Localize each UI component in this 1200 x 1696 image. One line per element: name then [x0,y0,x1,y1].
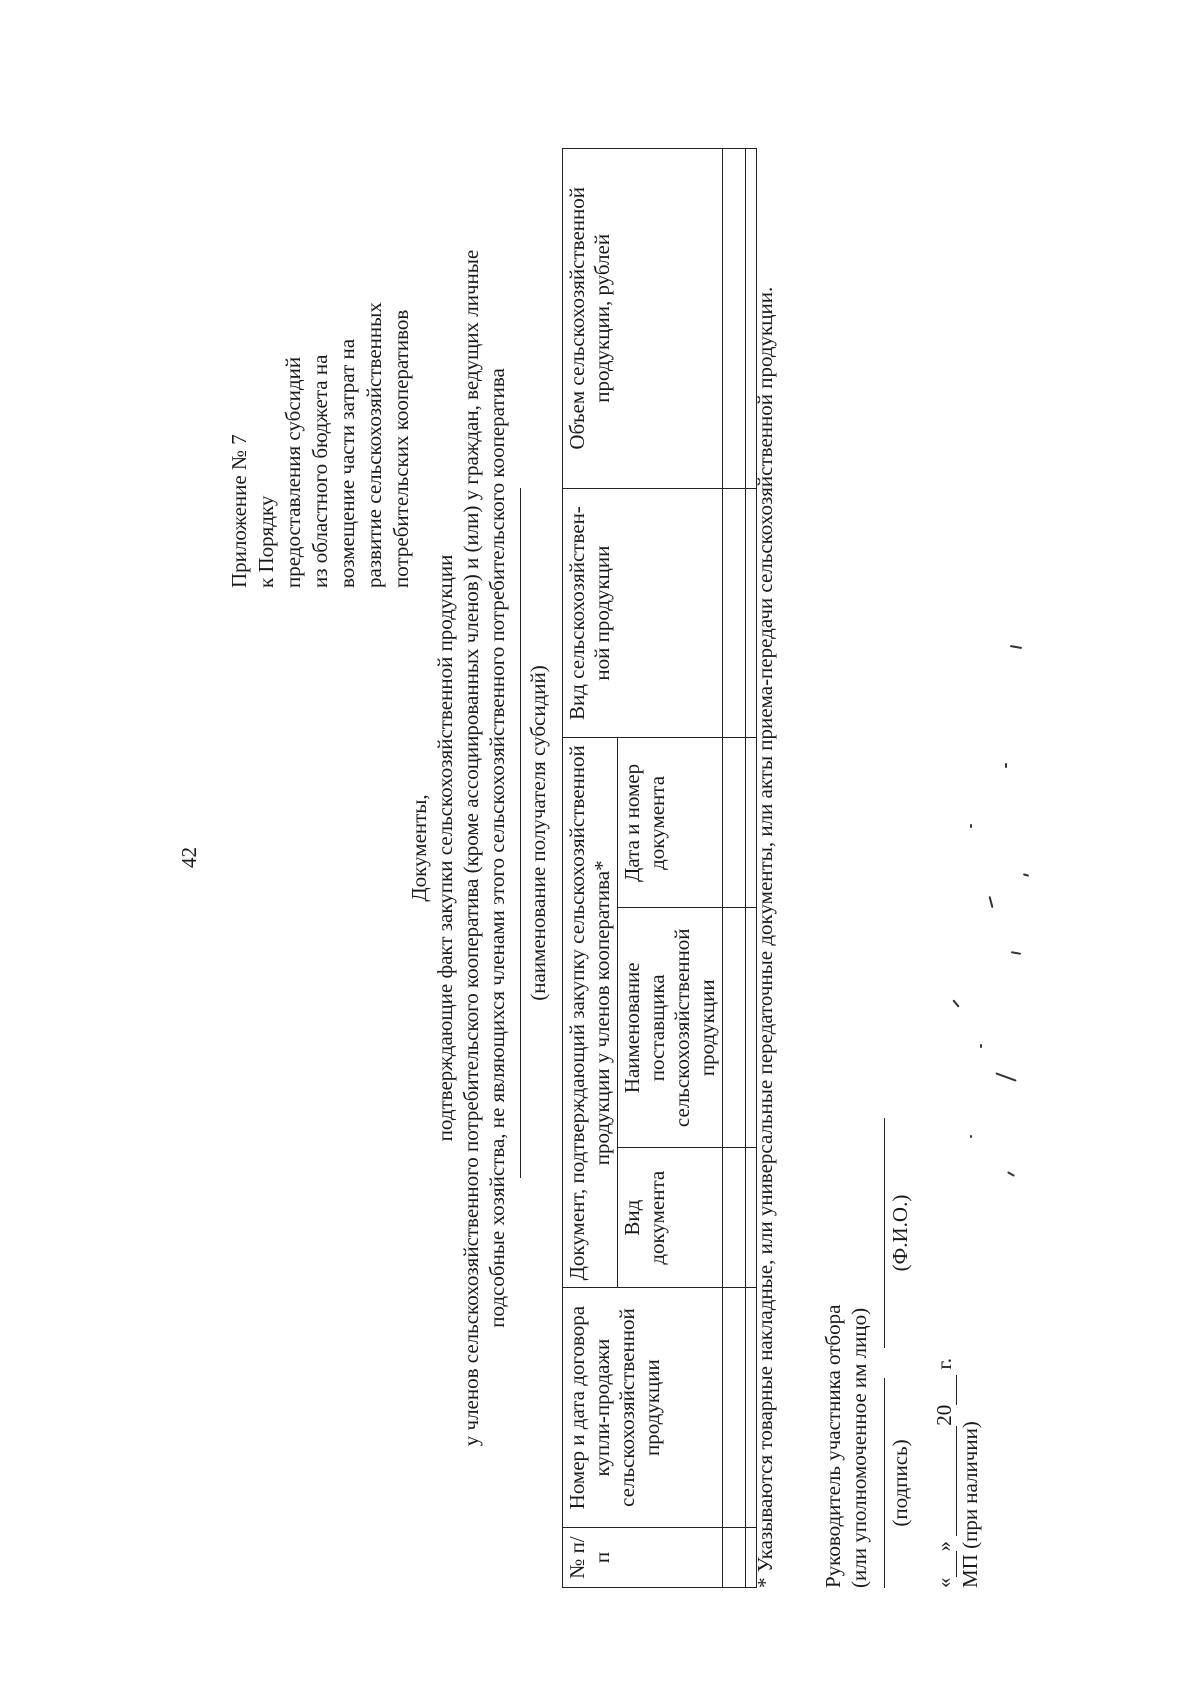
table-row [723,149,746,1588]
recipient-caption: (наименование получателя субсидий) [526,665,550,1001]
stamp-note: МП (при наличии) [958,1421,982,1588]
scan-speck [980,1044,982,1048]
appendix-line: возмещение части затрат на [335,338,359,588]
scan-speck [970,1135,972,1138]
header-doc-type: Вид документа [618,1148,723,1288]
document-title [406,88,510,1608]
recipient-underline [520,488,521,1178]
month-field[interactable] [938,1426,957,1536]
title-line: подтверждающие факт закупки сельскохозяйственной продукции [433,554,457,1142]
date-close-quote: » [932,1541,956,1552]
appendix-line: Приложение № 7 [227,434,251,588]
footnote: * Указываются товарные накладные, или универсальные передаточные документы, или акты приема-передачи сельскохозяйственной продукции. [753,286,777,1588]
scan-speck [970,824,972,828]
name-caption: (Ф.И.О.) [888,1194,912,1272]
head-title-line1: Руководитель участника отбора [821,1304,845,1588]
scan-speck [1005,763,1007,768]
header-contract: Номер и дата договора купли-продажи сельскохозяйственной продукции [563,1288,723,1528]
year-prefix: 20 [932,1404,956,1426]
header-supplier: Наименование поставщика сельскохозяйственной продукции [618,908,723,1148]
appendix-line: развитие сельскохозяйственных [362,302,386,588]
procurement-table [562,148,757,1588]
date-open-quote: « [932,1577,956,1588]
signature-caption: (подпись) [888,1439,912,1527]
date-row [931,888,957,1588]
appendix-line: предоставления субсидий [281,356,305,588]
table-cell[interactable] [723,1148,746,1288]
table-cell[interactable] [723,1288,746,1528]
signature-row [884,888,913,1588]
appendix-line: к Порядку [254,495,278,588]
title-line: Документы, [407,794,431,902]
appendix-line: потребительских кооперативов [389,309,413,588]
year-field[interactable] [938,1375,957,1405]
scan-speck [988,896,993,908]
header-product-type: Вид сельскохозяйствен-ной продукции [563,488,723,738]
header-doc-date: Дата и номер документа [618,738,723,908]
scan-speck [1007,1171,1015,1177]
table-cell[interactable] [723,738,746,908]
table-cell[interactable] [723,149,746,489]
table-cell[interactable] [723,908,746,1148]
name-underline [884,1118,885,1348]
table-cell[interactable] [723,488,746,738]
header-volume: Объем сельскохозяйственной продукции, рублей [563,149,723,489]
signature-field[interactable] [884,1378,913,1588]
table-cell[interactable] [723,1528,746,1588]
page-number: 42 [177,847,201,868]
appendix-line: из областного бюджета на [308,354,332,588]
year-suffix: г. [932,1358,956,1370]
table-header-row [563,149,618,1588]
scan-speck [1011,951,1021,955]
recipient-field [520,488,551,1178]
scan-speck [1023,873,1029,876]
title-line: подсобные хозяйства, не являющихся членами этого сельскохозяйственного потребительского кооператива [485,368,509,1328]
day-field[interactable] [938,1552,957,1578]
title-line: у членов сельскохозяйственного потребительского кооператива (кроме ассоциированных членов) и (или) у граждан, ведущих личные [459,249,483,1447]
head-title-line2: (или уполномоченное им лицо) [847,1307,871,1588]
name-field[interactable] [884,1118,913,1348]
header-document-group: Документ, подтверждающий закупку сельскохозяйственной продукции у членов кооператива* [563,738,618,1288]
scan-speck [995,1072,1016,1081]
document-sheet [170,88,1030,1608]
signature-block [820,888,983,1588]
header-number: № п/п [563,1528,723,1588]
appendix-header [226,148,415,588]
signature-underline [884,1378,885,1588]
scan-speck [1010,645,1022,649]
